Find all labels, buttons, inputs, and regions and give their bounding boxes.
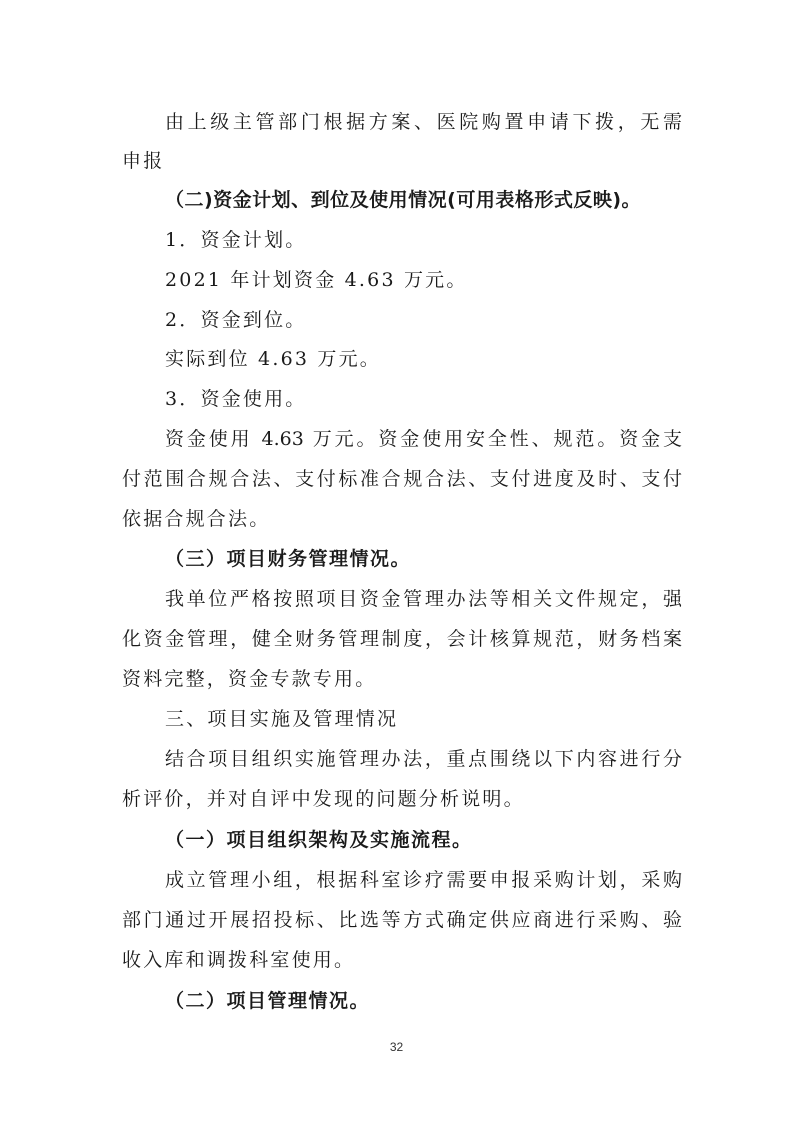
paragraph-line: 资金使用 4.63 万元。资金使用安全性、规范。资金支 xyxy=(165,428,682,450)
paragraph-line: 结合项目组织实施管理办法，重点围绕以下内容进行分 xyxy=(165,748,682,770)
paragraph-line: 1．资金计划。 xyxy=(165,229,307,251)
paragraph-line: 申报 xyxy=(122,150,165,172)
paragraph-line: 化资金管理，健全财务管理制度，会计核算规范，财务档案 xyxy=(122,628,682,650)
paragraph-line: 2021 年计划资金 4.63 万元。 xyxy=(165,269,468,291)
chapter-heading: 三、项目实施及管理情况 xyxy=(165,708,399,730)
paragraph-line: 部门通过开展招投标、比选等方式确定供应商进行采购、验 xyxy=(122,909,682,931)
paragraph-line: 资料完整，资金专款专用。 xyxy=(122,668,377,690)
paragraph-line: 付范围合规合法、支付标准合规合法、支付进度及时、支付 xyxy=(122,468,682,490)
paragraph-line: 由上级主管部门根据方案、医院购置申请下拨，无需 xyxy=(165,111,682,133)
paragraph-line: 收入库和调拨科室使用。 xyxy=(122,949,356,971)
paragraph-line: 依据合规合法。 xyxy=(122,508,271,530)
section-heading: （二)资金计划、到位及使用情况(可用表格形式反映)。 xyxy=(165,189,642,211)
paragraph-line: 2．资金到位。 xyxy=(165,309,307,331)
paragraph-line: 实际到位 4.63 万元。 xyxy=(165,348,381,370)
page-number: 32 xyxy=(389,1040,404,1054)
paragraph-line: 析评价，并对自评中发现的问题分析说明。 xyxy=(122,788,525,810)
paragraph-line: 3．资金使用。 xyxy=(165,388,307,410)
section-heading: （三）项目财务管理情况。 xyxy=(165,548,412,570)
section-heading: （二）项目管理情况。 xyxy=(165,990,371,1012)
paragraph-line: 成立管理小组，根据科室诊疗需要申报采购计划，采购 xyxy=(165,869,682,891)
section-heading: （一）项目组织架构及实施流程。 xyxy=(165,829,473,851)
paragraph-line: 我单位严格按照项目资金管理办法等相关文件规定，强 xyxy=(165,588,682,610)
